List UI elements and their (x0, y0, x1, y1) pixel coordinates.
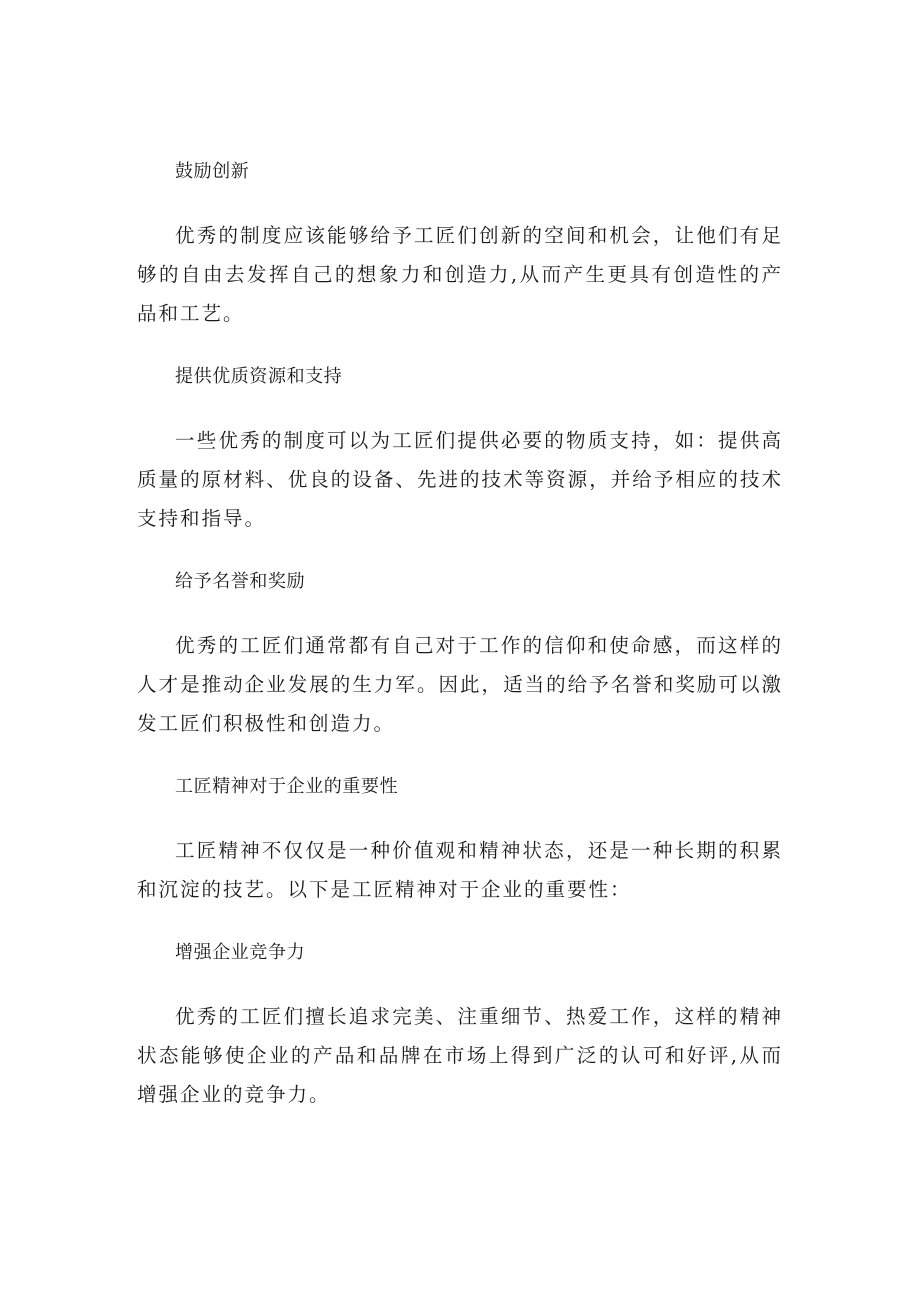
section-heading: 给予名誉和奖励 (175, 571, 306, 592)
section-competitiveness (137, 939, 783, 1114)
section-heading: 提供优质资源和支持 (175, 366, 343, 387)
section-paragraph: 优秀的工匠们擅长追求完美、注重细节、热爱工作，这样的精神状态能够使企业的产品和品牌在市场上得到广泛的认可和好评,从而增强企业的竞争力。 (137, 1005, 783, 1106)
section-paragraph: 优秀的制度应该能够给予工匠们创新的空间和机会，让他们有足够的自由去发挥自己的想象力和创造力,从而产生更具有创造性的产品和工艺。 (137, 224, 783, 325)
section-honor-rewards (137, 568, 783, 743)
section-heading: 工匠精神对于企业的重要性 (175, 776, 399, 797)
section-resources-support (137, 363, 783, 538)
section-encourage-innovation (137, 158, 783, 333)
section-heading: 增强企业竞争力 (175, 942, 306, 963)
section-paragraph: 优秀的工匠们通常都有自己对于工作的信仰和使命感，而这样的人才是推动企业发展的生力军。因此，适当的给予名誉和奖励可以激发工匠们积极性和创造力。 (137, 634, 783, 735)
section-craftsman-importance (137, 773, 783, 909)
section-paragraph: 一些优秀的制度可以为工匠们提供必要的物质支持，如：提供高质量的原材料、优良的设备、先进的技术等资源，并给予相应的技术支持和指导。 (137, 429, 783, 530)
section-heading: 鼓励创新 (175, 161, 250, 182)
section-paragraph: 工匠精神不仅仅是一种价值观和精神状态，还是一种长期的积累和沉淀的技艺。以下是工匠精神对于企业的重要性： (137, 839, 783, 901)
